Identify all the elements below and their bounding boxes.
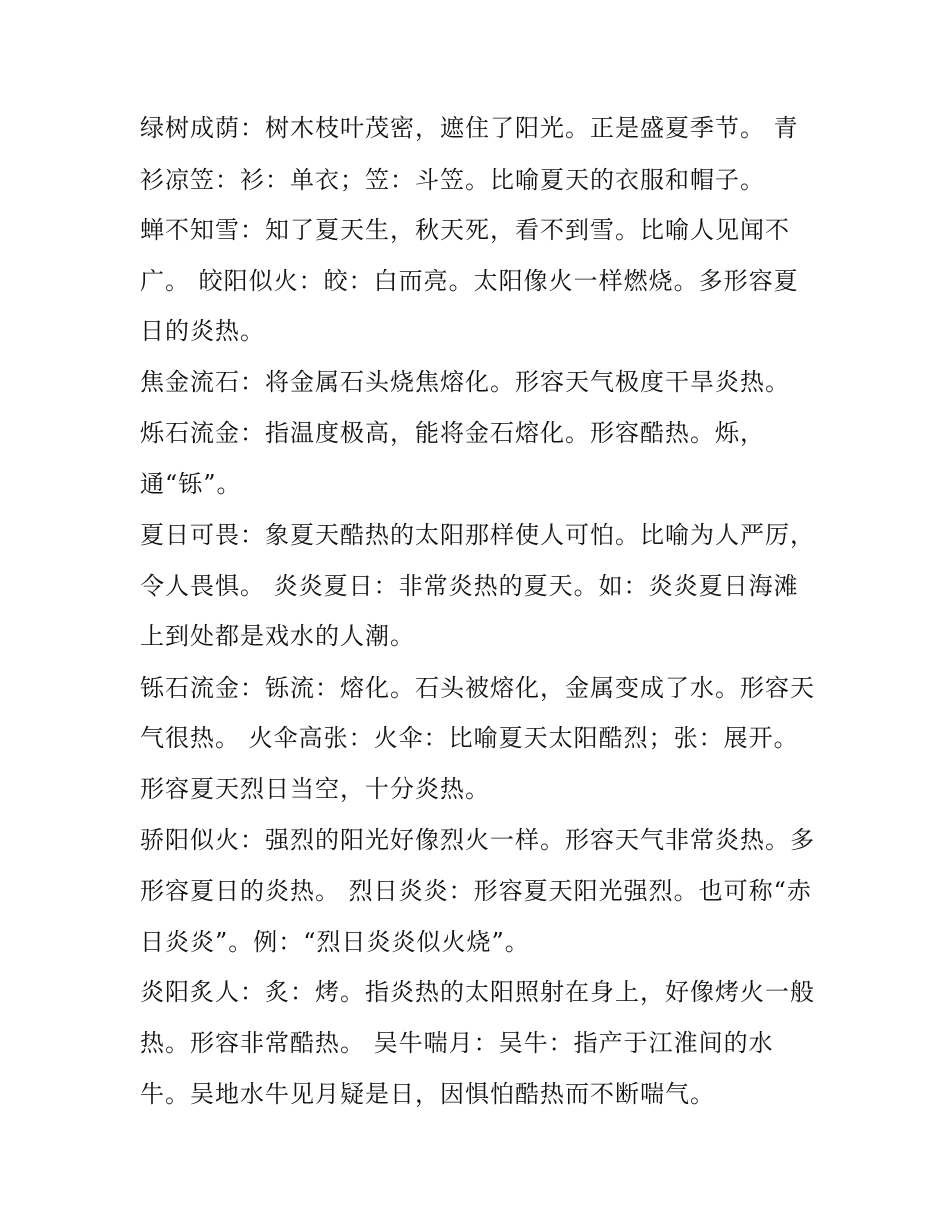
text-line: 烁石流金：指温度极高，能将金石熔化。形容酷热。烁， bbox=[140, 419, 765, 447]
text-line: 令人畏惧。 炎炎夏日：非常炎热的夏天。如：炎炎夏日海滩 bbox=[140, 572, 799, 600]
text-line: 焦金流石：将金属石头烧焦熔化。形容天气极度干旱炎热。 bbox=[140, 368, 790, 396]
text-line: 铄石流金：铄流：熔化。石头被熔化，金属变成了水。形容天 bbox=[140, 674, 815, 702]
text-line: 夏日可畏：象夏天酷热的太阳那样使人可怕。比喻为人严厉， bbox=[140, 521, 815, 549]
text-line: 气很热。 火伞高张：火伞：比喻夏天太阳酷烈；张：展开。 bbox=[140, 724, 799, 752]
text-line: 广。 皎阳似火：皎：白而亮。太阳像火一样燃烧。多形容夏 bbox=[140, 267, 799, 295]
text-line: 绿树成荫：树木枝叶茂密，遮住了阳光。正是盛夏季节。 青 bbox=[140, 114, 799, 142]
text-line: 上到处都是戏水的人潮。 bbox=[140, 622, 415, 650]
text-line: 日的炎热。 bbox=[140, 317, 265, 345]
text-line: 形容夏日的炎热。 烈日炎炎：形容夏天阳光强烈。也可称“赤 bbox=[140, 877, 812, 905]
text-line: 日炎炎”。例：“烈日炎炎似火烧”。 bbox=[140, 928, 530, 956]
text-line: 热。形容非常酷热。 吴牛喘月：吴牛：指产于江淮间的水 bbox=[140, 1029, 774, 1057]
text-line: 形容夏天烈日当空，十分炎热。 bbox=[140, 775, 490, 803]
text-line: 通“铄”。 bbox=[140, 470, 242, 498]
text-line: 牛。吴地水牛见月疑是日，因惧怕酷热而不断喘气。 bbox=[140, 1080, 715, 1108]
text-line: 骄阳似火：强烈的阳光好像烈火一样。形容天气非常炎热。多 bbox=[140, 826, 815, 854]
text-line: 炎阳炙人：炙：烤。指炎热的太阳照射在身上，好像烤火一般 bbox=[140, 978, 815, 1006]
text-line: 衫凉笠：衫：单衣；笠：斗笠。比喻夏天的衣服和帽子。 bbox=[140, 166, 765, 194]
text-line: 蝉不知雪：知了夏天生，秋天死，看不到雪。比喻人见闻不 bbox=[140, 216, 790, 244]
